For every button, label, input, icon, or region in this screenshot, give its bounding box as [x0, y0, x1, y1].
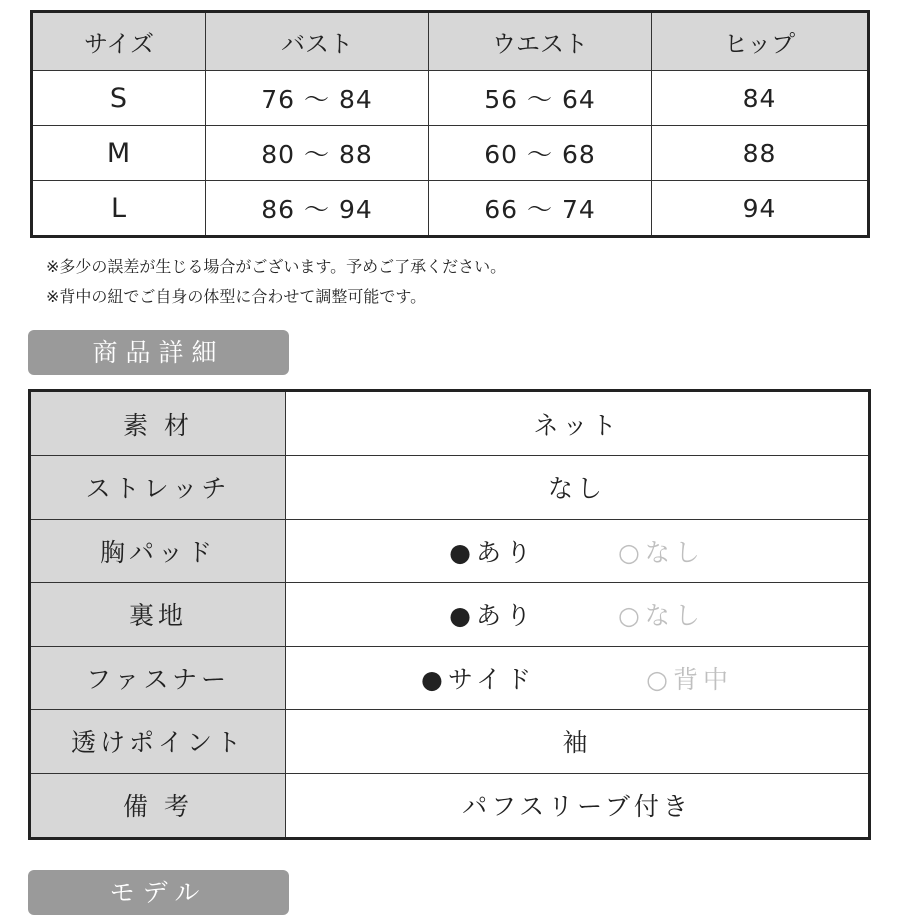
detail-value: パフスリーブ付き [286, 773, 870, 838]
bust-value: 80 〜 88 [206, 126, 429, 181]
detail-table [28, 389, 871, 840]
table-row [32, 71, 869, 126]
section-title-model: モデル [28, 870, 289, 915]
detail-row-stretch [30, 456, 870, 520]
size-label: M [32, 126, 206, 181]
section-title-details: 商品詳細 [28, 330, 289, 375]
notes [46, 252, 506, 312]
size-table-header [32, 12, 869, 71]
detail-row-material [30, 391, 870, 456]
detail-label: 透けポイント [30, 710, 286, 774]
detail-value: 袖 [286, 710, 870, 774]
waist-value: 56 〜 64 [429, 71, 652, 126]
waist-value: 66 〜 74 [429, 181, 652, 237]
option-selected: ●サイド [421, 664, 537, 694]
detail-label: 裏地 [30, 583, 286, 647]
detail-options [286, 646, 870, 710]
detail-row-chest-pad [30, 519, 870, 583]
detail-value: なし [286, 456, 870, 520]
header-hip: ヒップ [652, 12, 869, 71]
detail-label: 素 材 [30, 391, 286, 456]
hip-value: 88 [652, 126, 869, 181]
detail-row-sheer-point [30, 710, 870, 774]
hip-value: 94 [652, 181, 869, 237]
table-row [32, 181, 869, 237]
option-unselected: ○なし [618, 601, 705, 631]
size-table [30, 10, 870, 238]
note-line: ※多少の誤差が生じる場合がございます。予めご了承ください。 [46, 257, 507, 276]
detail-label: ファスナー [30, 646, 286, 710]
note-line: ※背中の紐でご自身の体型に合わせて調整可能です。 [46, 287, 427, 306]
option-selected: ●あり [449, 601, 536, 631]
detail-label: 胸パッド [30, 519, 286, 583]
detail-options [286, 519, 870, 583]
header-size: サイズ [32, 12, 206, 71]
waist-value: 60 〜 68 [429, 126, 652, 181]
detail-options [286, 583, 870, 647]
detail-label: 備 考 [30, 773, 286, 838]
detail-row-fastener [30, 646, 870, 710]
detail-row-remarks [30, 773, 870, 838]
detail-label: ストレッチ [30, 456, 286, 520]
size-label: L [32, 181, 206, 237]
option-selected: ●あり [449, 537, 536, 567]
header-bust: バスト [206, 12, 429, 71]
table-row [32, 126, 869, 181]
hip-value: 84 [652, 71, 869, 126]
detail-row-lining [30, 583, 870, 647]
detail-value: ネット [286, 391, 870, 456]
size-label: S [32, 71, 206, 126]
option-unselected: ○背中 [646, 664, 733, 694]
header-waist: ウエスト [429, 12, 652, 71]
bust-value: 76 〜 84 [206, 71, 429, 126]
option-unselected: ○なし [618, 537, 705, 567]
bust-value: 86 〜 94 [206, 181, 429, 237]
